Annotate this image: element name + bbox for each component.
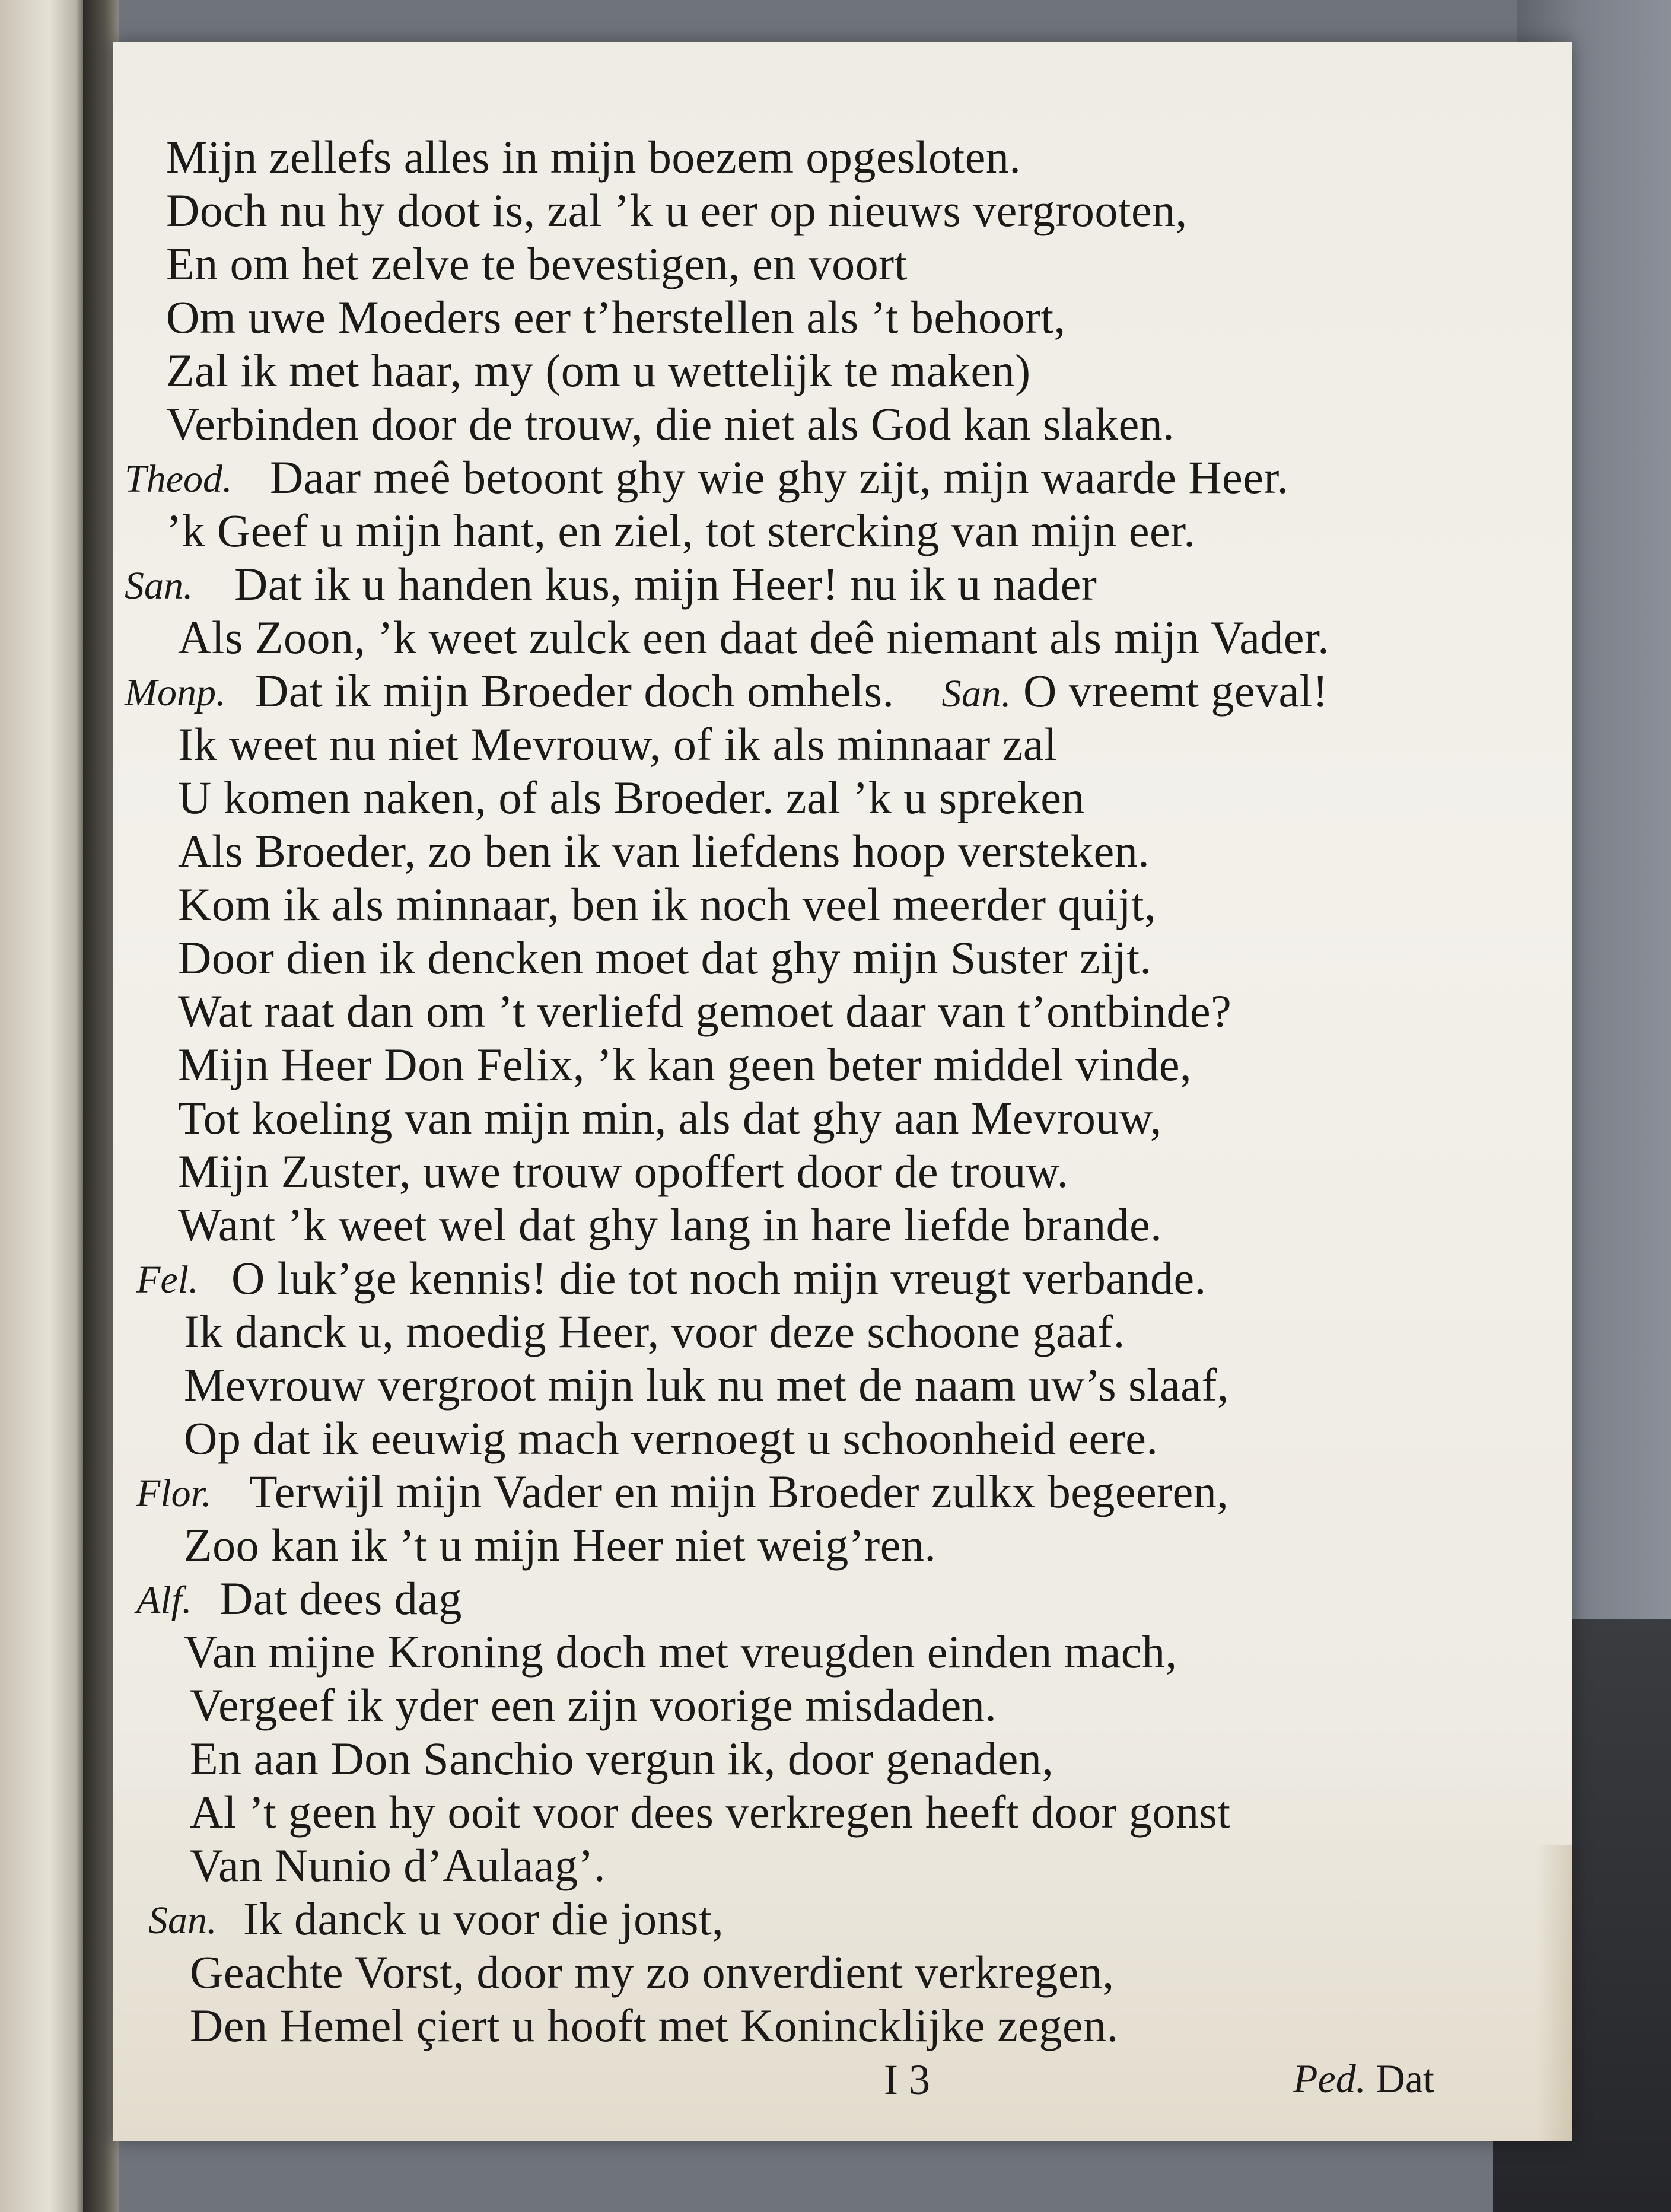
catchword-word: Dat: [1376, 2056, 1434, 2101]
speaker-label: San.: [148, 1899, 217, 1942]
verse-line: Tot koeling van mijn min, als dat ghy aan Mevrouw,: [178, 1092, 1162, 1144]
verse-line: Van Nunio d’Aulaag’.: [190, 1839, 606, 1891]
verse-line: U komen naken, of als Broeder. zal ’k u spreken: [178, 772, 1085, 823]
verse-line: Daar meê betoont ghy wie ghy zijt, mijn waarde Heer.: [270, 451, 1289, 503]
speaker-label: Flor.: [136, 1472, 212, 1515]
verse-line: Ik danck u voor die jonst,: [243, 1893, 724, 1944]
verse-line: Om uwe Moeders eer t’herstellen als ’t behoort,: [166, 291, 1066, 343]
verse-line: Verbinden door de trouw, die niet als God kan slaken.: [166, 398, 1175, 450]
verse-line: Als Broeder, zo ben ik van liefdens hoop versteken.: [178, 825, 1150, 877]
facing-page-edge: [0, 0, 89, 2212]
verse-line: Zoo kan ik ’t u mijn Heer niet weig’ren.: [184, 1519, 937, 1571]
verse-line: Van mijne Kroning doch met vreugden einden mach,: [184, 1626, 1177, 1678]
verse-line: Geachte Vorst, door my zo onverdient verkregen,: [190, 1946, 1115, 1998]
verse-line: Al ’t geen hy ooit voor dees verkregen heeft door gonst: [190, 1786, 1231, 1838]
speaker-label: San.: [941, 672, 1011, 715]
verse-line: [255, 664, 1328, 718]
speaker-label: San.: [125, 564, 193, 607]
speaker-label: Monp.: [125, 671, 226, 714]
verse-line: Dat ik u handen kus, mijn Heer! nu ik u nader: [234, 558, 1097, 610]
book-page: [113, 42, 1572, 2141]
catchword-speaker: Ped.: [1293, 2056, 1366, 2101]
speaker-label: Fel.: [136, 1258, 199, 1301]
speaker-label: Alf.: [136, 1578, 192, 1622]
verse-line: Kom ik als minnaar, ben ik noch veel meerder quijt,: [178, 879, 1157, 930]
verse-line: Mijn zellefs alles in mijn boezem opgesloten.: [166, 131, 1021, 183]
verse-line-text: Dat ik mijn Broeder doch omhels.: [255, 665, 895, 717]
verse-line: Mijn Zuster, uwe trouw opoffert door de trouw.: [178, 1145, 1069, 1197]
verse-line: Mijn Heer Don Felix, ’k kan geen beter middel vinde,: [178, 1039, 1192, 1090]
verse-line: En aan Don Sanchio vergun ik, door genaden,: [190, 1733, 1054, 1784]
verse-line: Dat dees dag: [219, 1573, 462, 1624]
verse-line: O luk’ge kennis! die tot noch mijn vreugt verbande.: [231, 1252, 1207, 1304]
verse-line: Als Zoon, ’k weet zulck een daat deê niemant als mijn Vader.: [178, 612, 1330, 663]
verse-line: Den Hemel çiert u hooft met Konincklijke zegen.: [190, 2000, 1119, 2051]
verse-line: ’k Geef u mijn hant, en ziel, tot stercking van mijn eer.: [166, 505, 1196, 556]
verse-line: Terwijl mijn Vader en mijn Broeder zulkx begeeren,: [249, 1466, 1229, 1517]
verse-line: Wat raat dan om ’t verliefd gemoet daar van t’ontbinde?: [178, 985, 1232, 1037]
verse-text-block: [113, 42, 1572, 2141]
speaker-label: Theod.: [125, 457, 233, 501]
verse-line: Op dat ik eeuwig mach vernoegt u schoonheid eere.: [184, 1412, 1158, 1464]
verse-line: Ik danck u, moedig Heer, voor deze schoone gaaf.: [184, 1306, 1125, 1357]
verse-line: Doch nu hy doot is, zal ’k u eer op nieuws vergrooten,: [166, 184, 1188, 236]
catchword: [1293, 2055, 1434, 2102]
verse-line: Want ’k weet wel dat ghy lang in hare liefde brande.: [178, 1199, 1163, 1250]
verse-line: Mevrouw vergroot mijn luk nu met de naam uw’s slaaf,: [184, 1359, 1229, 1411]
verse-line: Door dien ik dencken moet dat ghy mijn Suster zijt.: [178, 932, 1152, 984]
signature-mark: I 3: [884, 2056, 930, 2103]
verse-line: Vergeef ik yder een zijn voorige misdaden.: [190, 1679, 997, 1731]
verse-line: Zal ik met haar, my (om u wettelijk te maken): [166, 345, 1031, 396]
verse-line: Ik weet nu niet Mevrouw, of ik als minnaar zal: [178, 718, 1058, 770]
verse-line-text: O vreemt geval!: [1023, 665, 1329, 717]
verse-line: En om het zelve te bevestigen, en voort: [166, 238, 908, 289]
